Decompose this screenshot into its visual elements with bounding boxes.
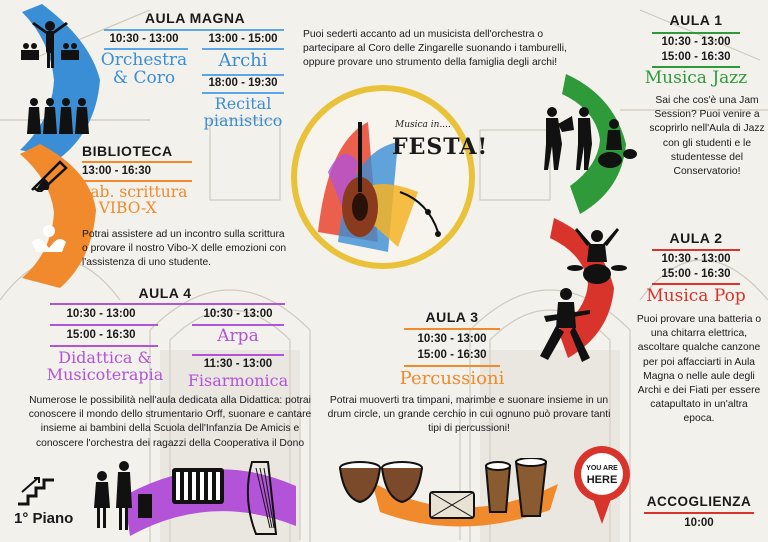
aula-magna-time-3: 18:00 - 19:30 <box>208 77 278 89</box>
musica-in-festa-logo <box>288 82 478 272</box>
arpa-activity: Arpa <box>217 326 259 346</box>
aula-1-title: AULA 1 <box>669 12 723 28</box>
aula-magna-title: AULA MAGNA <box>144 10 246 26</box>
aula-3-time-2: 15:00 - 16:30 <box>417 349 487 361</box>
accoglienza-rule <box>644 512 754 514</box>
biblioteca-rule <box>82 161 192 163</box>
aula-4-rule-3 <box>50 345 158 347</box>
aula-magna-time-2: 13:00 - 15:00 <box>208 33 278 45</box>
aula-1-time-2: 15:00 - 16:30 <box>661 51 731 63</box>
aula-magna-rule <box>104 29 284 31</box>
aula-4-time-1: 10:30 - 13:00 <box>66 308 136 320</box>
recital-pianistico-activity: Recital pianistico <box>203 94 283 130</box>
percussion-drums-icon <box>338 458 554 528</box>
location-pin-icon <box>572 444 632 528</box>
aula-magna-time-1: 10:30 - 13:00 <box>109 33 179 45</box>
aula-4-time-3: 10:30 - 13:00 <box>203 308 273 320</box>
fisarmonica-activity: Fisarmonica <box>187 371 289 390</box>
aula-3-rule <box>404 328 500 330</box>
vibox-hands-icon <box>28 220 70 256</box>
archi-activity: Archi <box>218 50 268 71</box>
aula-3-description: Potrai muoverti tra timpani, marimbe e suonare insieme in un drum circle, un grande cerchio in cui ognuno può provare tanti tipi di percussioni! <box>327 395 611 435</box>
aula-4-description: Numerose le possibilità nell'aula dedicata alla Didattica: potrai conoscere il mondo dello strumentario Orff, suonare e cantare insieme ai bambini della Scuola dell'Infanzia De Amicis e conoscere l'orchestra dei ragazzi della Cooperativa il Dono <box>28 395 312 449</box>
accoglienza-time: 10:00 <box>684 517 714 529</box>
orchestra-coro-activity: Orchestra & Coro <box>100 50 188 88</box>
rock-guitarist-icon <box>530 286 600 364</box>
didattica-musicoterapia-activity: Didattica & Musicoterapia <box>46 348 164 384</box>
biblioteca-rule-2 <box>82 180 192 182</box>
hand-writing-icon <box>30 158 70 192</box>
aula-2-rule-2 <box>652 283 740 285</box>
aula-4-rule-5 <box>192 354 284 356</box>
aula-2-title: AULA 2 <box>669 230 723 246</box>
orchestra-conductor-icon <box>18 16 82 72</box>
biblioteca-time: 13:00 - 16:30 <box>82 165 152 177</box>
logo-title: FESTA! <box>392 134 489 160</box>
aula-1-rule <box>652 32 740 34</box>
you-are-here-line1: YOU ARE <box>586 465 618 472</box>
aula-magna-rule-4 <box>202 74 284 76</box>
choir-singers-icon <box>26 96 92 136</box>
jazz-band-icon <box>538 104 638 172</box>
biblioteca-description: Potrai assistere ad un incontro sulla scrittura o provare il nostro Vibo-X delle emozioni con l'assistenza di uno studente. <box>82 229 287 269</box>
aula-4-rule <box>50 303 285 305</box>
aula-1-description: Sai che cos'è una Jam Session? Puoi venire a scoprirlo nell'Aula di Jazz con gli studenti e le studentesse del Conservatorio! <box>649 95 765 178</box>
percussioni-activity: Percussioni <box>399 368 505 389</box>
aula-3-rule-2 <box>404 365 500 367</box>
aula-2-rule <box>652 249 740 251</box>
musica-jazz-activity: Musica Jazz <box>644 68 748 88</box>
aula-2-time-2: 15:00 - 16:30 <box>661 268 731 280</box>
floor-label: 1° Piano <box>14 510 74 527</box>
accoglienza-title: ACCOGLIENZA <box>646 494 752 509</box>
aula-3-time-1: 10:30 - 13:00 <box>417 333 487 345</box>
aula-4-time-2: 15:00 - 16:30 <box>66 329 136 341</box>
aula-4-rule-2 <box>50 324 158 326</box>
you-are-here-line2: HERE <box>586 474 618 486</box>
musica-pop-activity: Musica Pop <box>646 286 746 306</box>
biblioteca-title: BIBLIOTECA <box>82 143 173 159</box>
aula-2-time-1: 10:30 - 13:00 <box>661 253 731 265</box>
didactic-instruments-icon <box>92 458 284 538</box>
stairs-icon <box>16 474 56 506</box>
aula-3-title: AULA 3 <box>425 309 479 325</box>
aula-magna-description: Puoi sederti accanto ad un musicista dell'orchestra o partecipare al Coro delle Zingarelle suonando i tamburelli, oppure provare uno strumento della famiglia degli archi! <box>303 29 567 69</box>
aula-4-title: AULA 4 <box>138 285 192 301</box>
aula-4-time-4: 11:30 - 13:00 <box>203 358 273 370</box>
aula-1-time-1: 10:30 - 13:00 <box>661 36 731 48</box>
lab-scrittura-activity: Lab. scrittura & VIBO-X <box>80 183 188 218</box>
aula-2-description: Puoi provare una batteria o una chitarra elettrica, ascoltare qualche canzone per poi affacciarti in Aula Magna o nelle aule degli Archi e dei Fiati per essere catapultato in un'altra epoca. <box>636 314 762 425</box>
drummer-icon <box>565 226 629 286</box>
logo-subtitle: Musica in.... <box>395 120 451 130</box>
